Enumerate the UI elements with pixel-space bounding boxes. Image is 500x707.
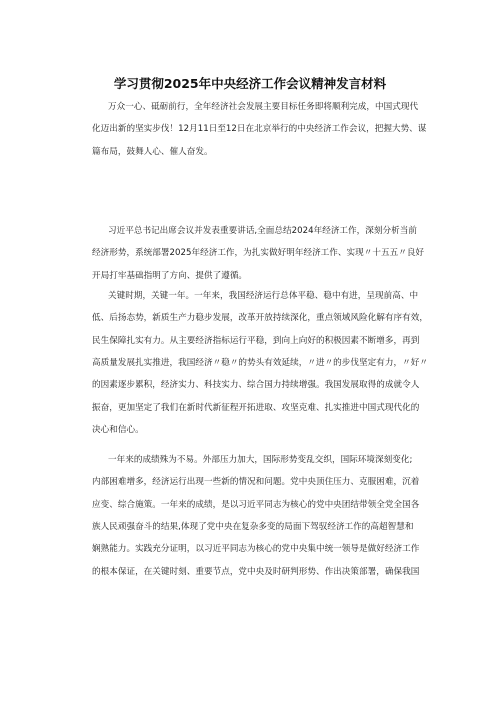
paragraph-line: 万众一心、砥砺前行，全年经济社会发展主要目标任务即将顺利完成，中国式现代 [108, 102, 419, 112]
paragraph-line: 族人民顽强奋斗的结果,体现了党中央在复杂多变的局面下驾驭经济工作的高超智慧和 [92, 521, 414, 532]
paragraph-line: 民生保障扎实有力。从主要经济指标运行平稳，到向上向好的积极因素不断增多，再到 [92, 335, 420, 346]
paragraph-line: 习近平总书记出席会议并发表重要讲话,全面总结2024年经济工作，深刻分析当前 [108, 226, 417, 236]
paragraph-line: 篇布局，鼓舞人心、催人奋发。 [92, 146, 213, 157]
paragraph-line: 高质量发展扎实推进，我国经济〃稳〃的势头有效延续，〃进〃的步伐坚定有力，〃好〃 [92, 357, 428, 368]
paragraph-line: 化迈出新的坚实步伐！12月11日至12日在北京举行的中央经济工作会议，把握大势、谋 [92, 124, 427, 135]
paragraph-line: 内部困难增多，经济运行出现一些新的情况和问题。党中央顶住压力、克服困难，沉着 [92, 477, 420, 488]
paragraph-line: 决心和信心。 [92, 424, 144, 435]
paragraph-line: 应变、综合施策。一年来的成绩，是以习近平同志为核心的党中央团结带领全党全国各 [92, 499, 420, 510]
paragraph-line: 开局打牢基础指明了方向、提供了遵循。 [92, 270, 248, 281]
paragraph-line: 经济形势，系统部署2025年经济工作，为扎实做好明年经济工作、实现〃十五五〃良好 [92, 248, 425, 259]
paragraph-line: 低、后扬态势，新质生产力稳步发展，改革开放持续深化，重点领域风险化解有序有效， [92, 313, 428, 324]
paragraph-line: 关键时期，关键一年。一年来，我国经济运行总体平稳、稳中有进，呈现前高、中 [108, 291, 419, 301]
paragraph-line: 一年来的成绩殊为不易。外部压力加大，国际形势变乱交织，国际环境深刻变化; [108, 455, 413, 465]
paragraph-line: 的根本保证，在关键时刻、重要节点，党中央及时研判形势、作出决策部署，确保我国 [92, 566, 420, 577]
paragraph-line: 的因素逐步累积，经济实力、科技实力、综合国力持续增强。我国发展取得的成就令人 [92, 380, 420, 391]
paragraph-line: 娴熟能力。实践充分证明，以习近平同志为核心的党中央集中统一领导是做好经济工作 [92, 544, 420, 555]
document-title: 学习贯彻2025年中央经济工作会议精神发言材料 [113, 76, 387, 91]
paragraph-line: 振奋，更加坚定了我们在新时代新征程开拓进取、攻坚克难、扎实推进中国式现代化的 [92, 402, 420, 413]
